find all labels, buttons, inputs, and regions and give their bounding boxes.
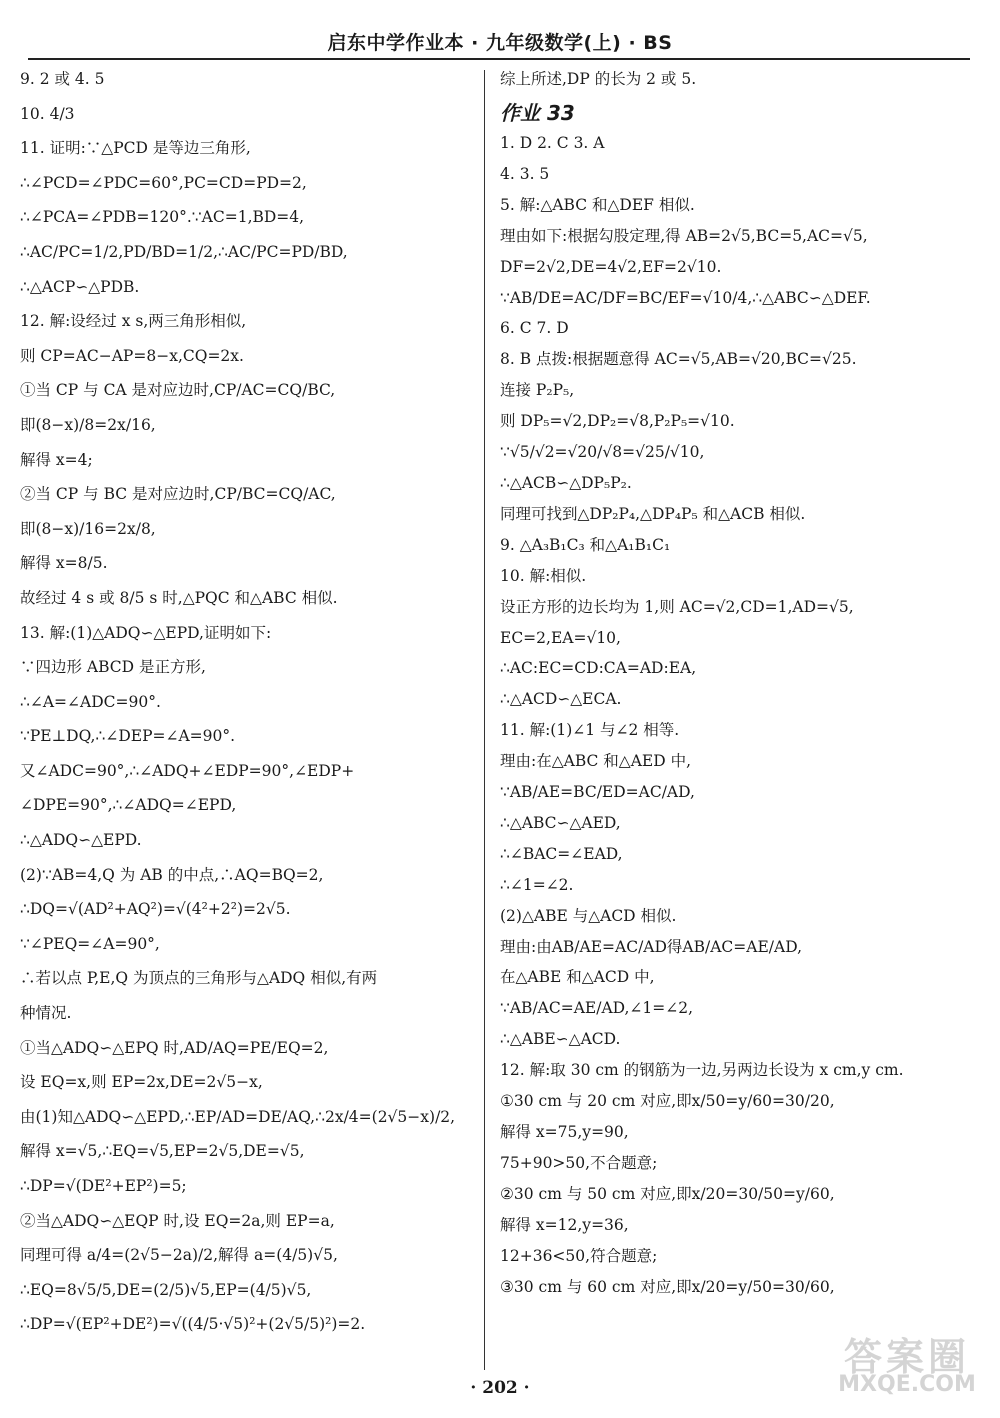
text-line: ∴∠BAC=∠EAD, (500, 844, 623, 863)
text-line: ∴AC/PC=1/2,PD/BD=1/2,∴AC/PC=PD/BD, (20, 242, 348, 261)
text-line: ∴∠1=∠2. (500, 875, 574, 894)
text-line: ∵PE⊥DQ,∴∠DEP=∠A=90°. (20, 727, 236, 746)
text-line: 解得 x=75,y=90, (500, 1123, 629, 1141)
text-line: ∵∠PEQ=∠A=90°, (20, 934, 160, 953)
text-line: 即(8−x)/16=2x/8, (20, 519, 156, 538)
text-line: ∴△ABE∽△ACD. (500, 1030, 621, 1049)
text-line: ∵AB/AE=BC/ED=AC/AD, (500, 783, 695, 802)
text-line: ∴△ABC∽△AED, (500, 813, 621, 832)
text-line: 11. 证明:∵△PCD 是等边三角形, (20, 139, 251, 158)
text-line: ∴∠A=∠ADC=90°. (20, 692, 161, 711)
watermark-url: MXQE.COM (838, 1372, 976, 1397)
text-line: 即(8−x)/8=2x/16, (20, 415, 156, 434)
watermark-text: 答案圈 (843, 1335, 970, 1379)
text-line: 6. C 7. D (500, 319, 569, 338)
text-line: 8. B 点拨:根据题意得 AC=√5,AB=√20,BC=√25. (500, 350, 857, 369)
right-column (500, 62, 975, 1372)
text-line: ①当△ADQ∽△EPQ 时,AD/AQ=PE/EQ=2, (20, 1038, 329, 1057)
text-line: 在△ABE 和△ACD 中, (500, 968, 655, 987)
watermark-logo (822, 1322, 992, 1410)
text-line: ②当△ADQ∽△EQP 时,设 EQ=2a,则 EP=a, (20, 1211, 335, 1230)
text-line: 11. 解:(1)∠1 与∠2 相等. (500, 721, 680, 740)
text-line: 75+90>50,不合题意; (500, 1153, 658, 1172)
text-line: 12. 解:设经过 x s,两三角形相似, (20, 312, 247, 331)
text-line: 5. 解:△ABC 和△DEF 相似. (500, 195, 695, 214)
text-line: 理由:在△ABC 和△AED 中, (500, 752, 692, 771)
text-line: EC=2,EA=√10, (500, 628, 621, 647)
text-line: ∴DQ=√(AD²+AQ²)=√(4²+2²)=2√5. (20, 900, 291, 919)
text-line: 解得 x=√5,∴EQ=√5,EP=2√5,DE=√5, (20, 1142, 305, 1161)
text-line: ∴若以点 P,E,Q 为顶点的三角形与△ADQ 相似,有两 (20, 969, 378, 988)
left-column (20, 62, 475, 1372)
text-line: 13. 解:(1)△ADQ∽△EPD,证明如下: (20, 623, 272, 642)
text-line: ∴△ACB∽△DP₅P₂. (500, 473, 632, 492)
text-line: ②30 cm 与 50 cm 对应,即x/20=30/50=y/60, (500, 1184, 835, 1203)
header-rule (28, 58, 970, 60)
text-line: ∵四边形 ABCD 是正方形, (20, 658, 206, 677)
text-line: ∴△ACD∽△ECA. (500, 690, 622, 709)
text-line: 1. D 2. C 3. A (500, 134, 605, 152)
text-line: 则 DP₅=√2,DP₂=√8,P₂P₅=√10. (500, 412, 735, 431)
text-line: ∴△ACP∽△PDB. (20, 277, 140, 296)
text-line: 12+36<50,符合题意; (500, 1246, 658, 1265)
text-line: ∵AB/DE=AC/DF=BC/EF=√10/4,∴△ABC∽△DEF. (500, 288, 871, 307)
text-line: ②当 CP 与 BC 是对应边时,CP/BC=CQ/AC, (20, 485, 336, 504)
text-line: ③30 cm 与 60 cm 对应,即x/20=y/50=30/60, (500, 1277, 835, 1296)
text-line: 同理可得 a/4=(2√5−2a)/2,解得 a=(4/5)√5, (20, 1246, 338, 1265)
text-line: 种情况. (20, 1004, 72, 1023)
text-line: 故经过 4 s 或 8/5 s 时,△PQC 和△ABC 相似. (20, 588, 338, 607)
text-line: DF=2√2,DE=4√2,EF=2√10. (500, 257, 722, 276)
page-number: · 202 · (470, 1378, 530, 1398)
text-line: 9. △A₃B₁C₃ 和△A₁B₁C₁ (500, 535, 671, 554)
text-line: ∴DP=√(DE²+EP²)=5; (20, 1177, 187, 1195)
text-line: 10. 解:相似. (500, 566, 587, 585)
text-line: ∴△ADQ∽△EPD. (20, 831, 142, 850)
text-line: ∴DP=√(EP²+DE²)=√((4/5·√5)²+(2√5/5)²)=2. (20, 1315, 366, 1334)
text-line: 由(1)知△ADQ∽△EPD,∴EP/AD=DE/AQ,∴2x/4=(2√5−x)/2, (20, 1107, 456, 1126)
text-line: (2)△ABE 与△ACD 相似. (500, 906, 677, 925)
text-line: 解得 x=8/5. (20, 554, 108, 573)
text-line: 解得 x=4; (20, 450, 93, 469)
text-line: ∠DPE=90°,∴∠ADQ=∠EPD, (20, 796, 237, 815)
text-line: 12. 解:取 30 cm 的钢筋为一边,另两边长设为 x cm,y cm. (500, 1061, 904, 1080)
text-line: 又∠ADC=90°,∴∠ADQ+∠EDP=90°,∠EDP+ (20, 761, 355, 780)
text-line: ∴AC:EC=CD:CA=AD:EA, (500, 659, 697, 678)
text-line: 综上所述,DP 的长为 2 或 5. (500, 70, 697, 88)
column-divider (484, 70, 485, 1370)
text-line: 则 CP=AC−AP=8−x,CQ=2x. (20, 346, 244, 365)
text-line: 10. 4/3 (20, 104, 75, 123)
text-line: ∴∠PCA=∠PDB=120°.∵AC=1,BD=4, (20, 208, 305, 227)
text-line: ∴∠PCD=∠PDC=60°,PC=CD=PD=2, (20, 173, 307, 192)
text-line: 设正方形的边长均为 1,则 AC=√2,CD=1,AD=√5, (500, 597, 854, 616)
text-line: 设 EQ=x,则 EP=2x,DE=2√5−x, (20, 1073, 263, 1092)
text-line: 解得 x=12,y=36, (500, 1215, 629, 1234)
text-line: (2)∵AB=4,Q 为 AB 的中点,∴AQ=BQ=2, (20, 865, 324, 884)
header-title: 启东中学作业本 · 九年级数学(上) · BS (327, 32, 673, 54)
section-title: 作业 33 (500, 101, 575, 125)
text-line: 理由如下:根据勾股定理,得 AB=2√5,BC=5,AC=√5, (500, 226, 868, 245)
text-line: 9. 2 或 4. 5 (20, 70, 105, 88)
text-line: ∵AB/AC=AE/AD,∠1=∠2, (500, 999, 694, 1018)
text-line: 理由:由AB/AE=AC/AD得AB/AC=AE/AD, (500, 937, 802, 956)
text-line: 同理可找到△DP₂P₄,△DP₄P₅ 和△ACB 相似. (500, 504, 806, 523)
text-line: 连接 P₂P₅, (500, 381, 575, 400)
text-line: ①当 CP 与 CA 是对应边时,CP/AC=CQ/BC, (20, 381, 336, 400)
text-line: ①30 cm 与 20 cm 对应,即x/50=y/60=30/20, (500, 1092, 835, 1111)
page-header (0, 22, 1000, 62)
text-line: ∵√5/√2=√20/√8=√25/√10, (500, 443, 705, 462)
text-line: ∴EQ=8√5/5,DE=(2/5)√5,EP=(4/5)√5, (20, 1280, 312, 1299)
text-line: 4. 3. 5 (500, 164, 550, 183)
